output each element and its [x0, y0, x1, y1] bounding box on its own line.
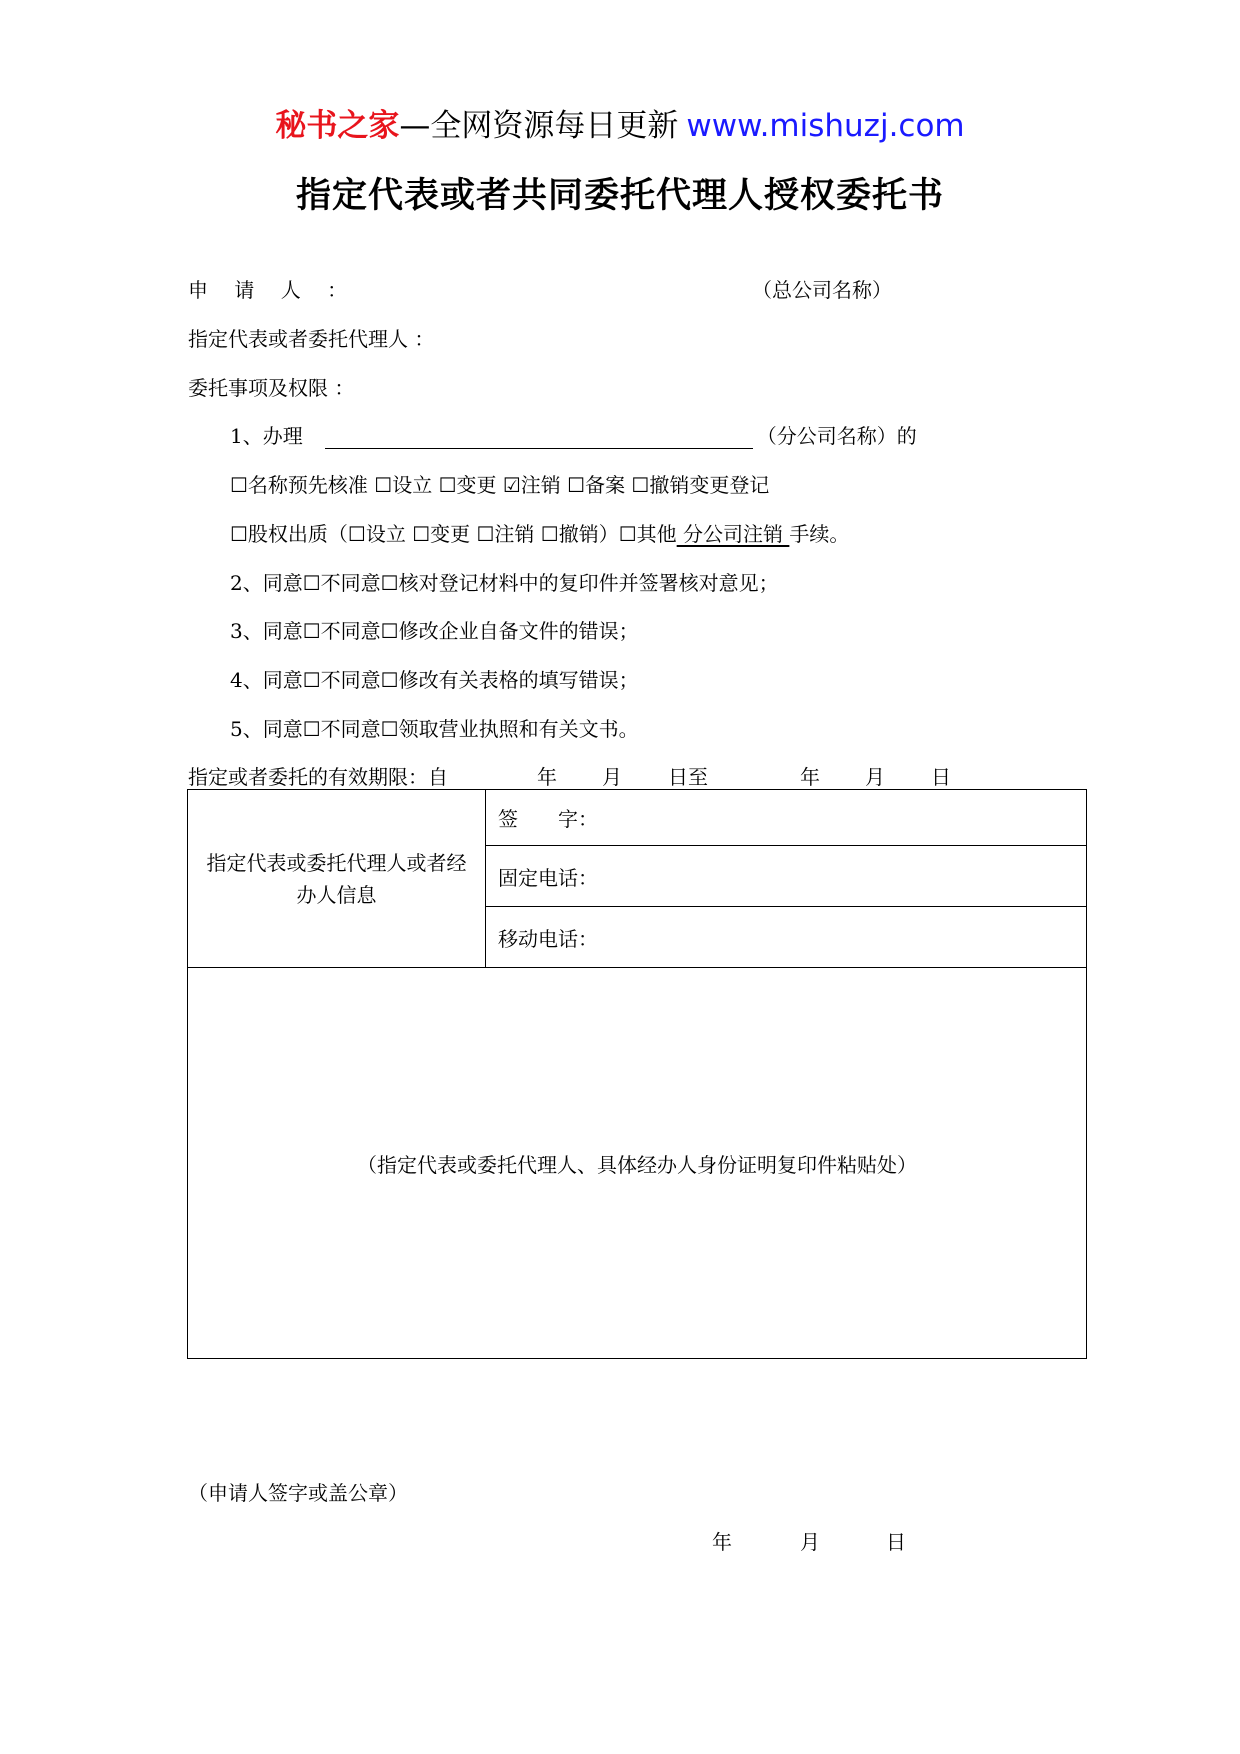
item-2[interactable]: 2、同意☐不同意☐核对登记材料中的复印件并签署核对意见； [230, 571, 779, 595]
agent-label: 指定代表或者委托代理人 ： [188, 327, 435, 351]
validity-year-2: 年 [800, 765, 820, 789]
info-label-cell [188, 790, 486, 968]
mobile-field[interactable] [486, 907, 1087, 968]
header-tagline: —全网资源每日更新 [399, 108, 679, 144]
applicant-hint: （总公司名称） [752, 278, 892, 302]
registration-options[interactable]: ☐名称预先核准 ☐设立 ☐变更 ☑注销 ☐备案 ☐撤销变更登记 [230, 473, 770, 497]
validity-day-2: 日 [931, 765, 951, 789]
footer-day: 日 [886, 1530, 906, 1554]
site-header [0, 100, 1240, 145]
item-5[interactable]: 5、同意☐不同意☐领取营业执照和有关文书。 [230, 717, 639, 741]
item-1-prefix: 1、办理 [230, 424, 303, 448]
signature-label: 签 字： [498, 807, 598, 831]
validity-month: 月 [602, 765, 622, 789]
validity-day-to: 日至 [668, 765, 708, 789]
info-label: 指定代表或委托代理人或者经办人信息 [206, 850, 467, 907]
phone-label: 固定电话： [498, 865, 598, 890]
phone-field[interactable] [486, 846, 1087, 907]
applicant-label: 申 请 人 ： [188, 278, 358, 302]
item-1-suffix: （分公司名称）的 [756, 424, 917, 448]
paste-hint: （指定代表或委托代理人、具体经办人身份证明复印件粘贴处） [357, 1152, 917, 1177]
brand-name: 秘书之家 [275, 108, 400, 144]
item-1 [230, 420, 917, 449]
matters-label: 委托事项及权限 ： [188, 376, 355, 400]
other-value: 分公司注销 [676, 522, 790, 546]
item-4[interactable]: 4、同意☐不同意☐修改有关表格的填写错误； [230, 668, 639, 692]
footer-year: 年 [712, 1530, 732, 1554]
agent-info-table [187, 789, 1087, 1359]
validity-label: 指定或者委托的有效期限：自 [188, 765, 448, 789]
applicant-sign-label: （申请人签字或盖公章） [188, 1481, 408, 1505]
footer-month: 月 [800, 1530, 820, 1554]
site-url-link[interactable]: www.mishuzj.com [686, 108, 965, 144]
validity-month-2: 月 [865, 765, 885, 789]
id-copy-paste-area [188, 968, 1087, 1359]
equity-options[interactable]: ☐股权出质（☐设立 ☐变更 ☐注销 ☐撤销）☐其他 分公司注销 手续。 [230, 522, 850, 546]
validity-year: 年 [537, 765, 557, 789]
mobile-label: 移动电话： [498, 926, 598, 951]
branch-name-field[interactable] [325, 426, 753, 449]
item-3[interactable]: 3、同意☐不同意☐修改企业自备文件的错误； [230, 619, 639, 643]
document-title: 指定代表或者共同委托代理人授权委托书 [295, 176, 944, 216]
signature-field[interactable] [486, 790, 1087, 846]
